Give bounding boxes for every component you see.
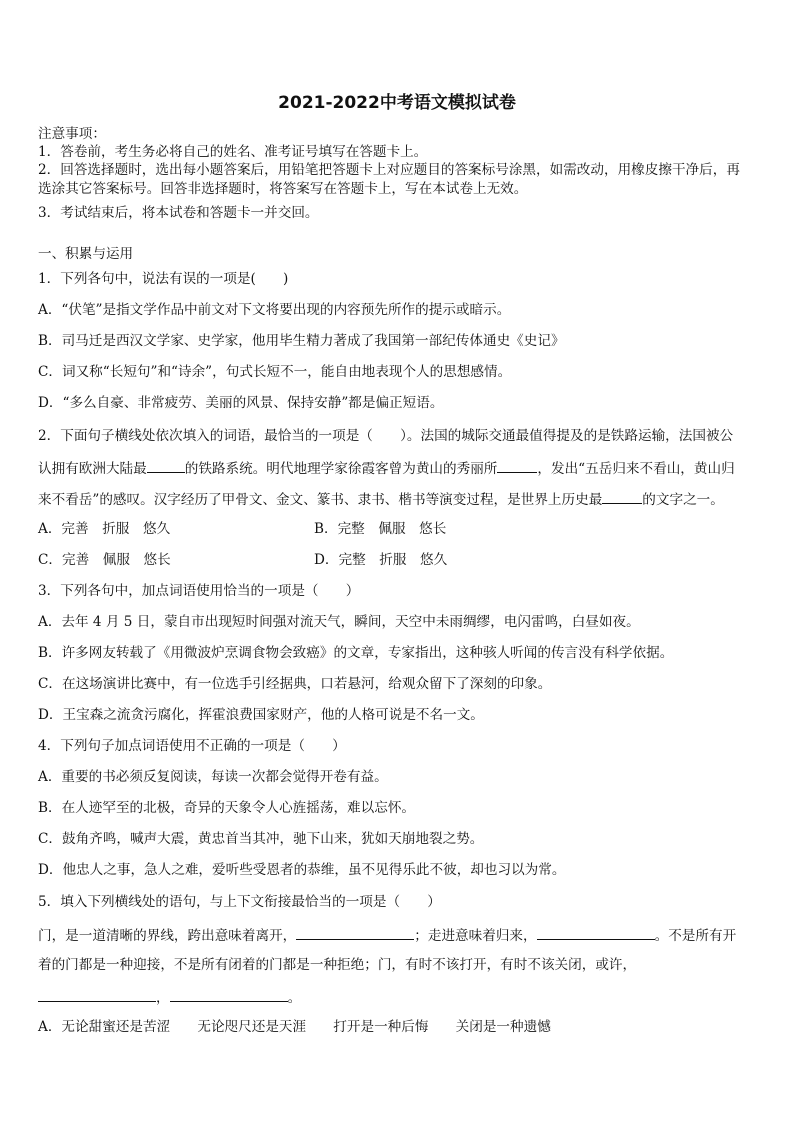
q1-option-d: D．“多么自豪、非常疲劳、美丽的风景、保持安静”都是偏正短语。: [38, 395, 444, 411]
q1-stem: 1．下列各句中，说法有误的一项是( ): [38, 271, 289, 287]
q5-text-a: 门，是一道清晰的界线，跨出意味着离开，: [38, 928, 297, 944]
fill-blank: [296, 925, 414, 940]
fill-blank: [147, 458, 185, 473]
q1-option-c: C．词又称“长短句”和“诗余”，句式长短不一，能自由地表现个人的思想感情。: [38, 364, 512, 380]
q2-option-a: A．完善 折服 悠久: [38, 521, 171, 537]
q5-text-c: 。不是所有开: [654, 928, 737, 944]
q5-passage-line2: 着的门都是一种迎接，不是所有闭着的门都是一种拒绝；门，有时不该打开，有时不该关闭，或许，: [38, 957, 637, 973]
page-title: 2021-2022中考语文模拟试卷: [278, 93, 516, 113]
q2-stem-line3: [38, 489, 724, 509]
q1-option-a: A．“伏笔”是指文学作品中前文对下文将要出现的内容预先所作的提示或暗示。: [38, 302, 511, 318]
q5-passage-line3: [38, 987, 301, 1007]
q4-stem: 4．下列句子加点词语使用不正确的一项是（ ）: [38, 738, 346, 754]
q5-separator: ，: [156, 990, 170, 1006]
q5-stem: 5．填入下列横线处的语句，与上下文衔接最恰当的一项是（ ）: [38, 894, 441, 910]
fill-blank: [170, 987, 288, 1002]
notice-item-2: 2．回答选择题时，选出每小题答案后，用铅笔把答题卡上对应题目的答案标号涂黑，如需改动，用橡皮擦干净后，再: [38, 162, 740, 178]
q2-option-d: D．完整 折服 悠久: [314, 552, 448, 568]
section-heading: 一、积累与运用: [38, 246, 134, 262]
q4-option-d: D．他忠人之事，急人之难，爱听些受恩者的恭维，虽不见得乐此不彼，却也习以为常。: [38, 862, 566, 878]
notice-heading: 注意事项：: [38, 126, 106, 142]
q3-option-a: A．去年 4 月 5 日，蒙自市出现短时间强对流天气，瞬间，天空中未雨绸缪，电闪雷鸣，白昼如夜。: [38, 614, 640, 630]
q2-stem-line2: [38, 458, 735, 478]
fill-blank: [38, 987, 156, 1002]
fill-blank: [602, 489, 642, 504]
q3-option-d: D．王宝森之流贪污腐化，挥霍浪费国家财产，他的人格可说是不名一文。: [38, 707, 484, 723]
q4-option-a: A．重要的书必须反复阅读，每读一次都会觉得开卷有益。: [38, 769, 388, 785]
q5-text-b: ；走进意味着归来，: [414, 928, 537, 944]
q2-text-c: ，发出“五岳归来不看山，黄山归: [537, 461, 735, 477]
q1-option-b: B．司马迁是西汉文学家、史学家，他用毕生精力著成了我国第一部纪传体通史《史记》: [38, 333, 565, 349]
q2-text-e: 的文字之一。: [642, 492, 724, 508]
q3-option-b: B．许多网友转载了《用微波炉烹调食物会致癌》的文章，专家指出，这种骇人听闻的传言没有科学依据。: [38, 645, 674, 661]
q2-option-b: B．完整 佩服 悠长: [314, 521, 447, 537]
q2-text-d: 来不看岳”的感叹。汉字经历了甲骨文、金文、篆书、隶书、楷书等演变过程，是世界上历史最: [38, 492, 603, 508]
q2-text-b: 的铁路系统。明代地理学家徐霞客曾为黄山的秀丽所: [184, 461, 498, 477]
q4-option-b: B．在人迹罕至的北极，奇异的天象令人心旌摇荡，难以忘怀。: [38, 800, 416, 816]
q3-stem: 3．下列各句中，加点词语使用恰当的一项是（ ）: [38, 583, 360, 599]
q2-text-a: 认拥有欧洲大陆最: [38, 461, 147, 477]
q5-option-a: A．无论甜蜜还是苦涩 无论咫尺还是天涯 打开是一种后悔 关闭是一种遗憾: [38, 1019, 551, 1035]
notice-item-1: 1．答卷前，考生务必将自己的姓名、准考证号填写在答题卡上。: [38, 144, 428, 160]
notice-item-3: 3．考试结束后，将本试卷和答题卡一并交回。: [38, 205, 319, 221]
q2-option-c: C．完善 佩服 悠长: [38, 552, 171, 568]
q2-stem-line1: 2．下面句子横线处依次填入的词语，最恰当的一项是（ ）。法国的城际交通最值得提及的是铁路运输，法国被公: [38, 428, 734, 444]
fill-blank: [497, 458, 537, 473]
notice-item-2-cont: 选涂其它答案标号。回答非选择题时，将答案写在答题卡上，写在本试卷上无效。: [38, 181, 528, 197]
q5-passage-line1: [38, 925, 736, 945]
q4-option-c: C．鼓角齐鸣，喊声大震，黄忠首当其冲，驰下山来，犹如天崩地裂之势。: [38, 831, 484, 847]
q3-option-c: C．在这场演讲比赛中，有一位选手引经据典，口若悬河，给观众留下了深刻的印象。: [38, 676, 552, 692]
fill-blank: [537, 925, 655, 940]
q5-end: 。: [287, 990, 302, 1006]
